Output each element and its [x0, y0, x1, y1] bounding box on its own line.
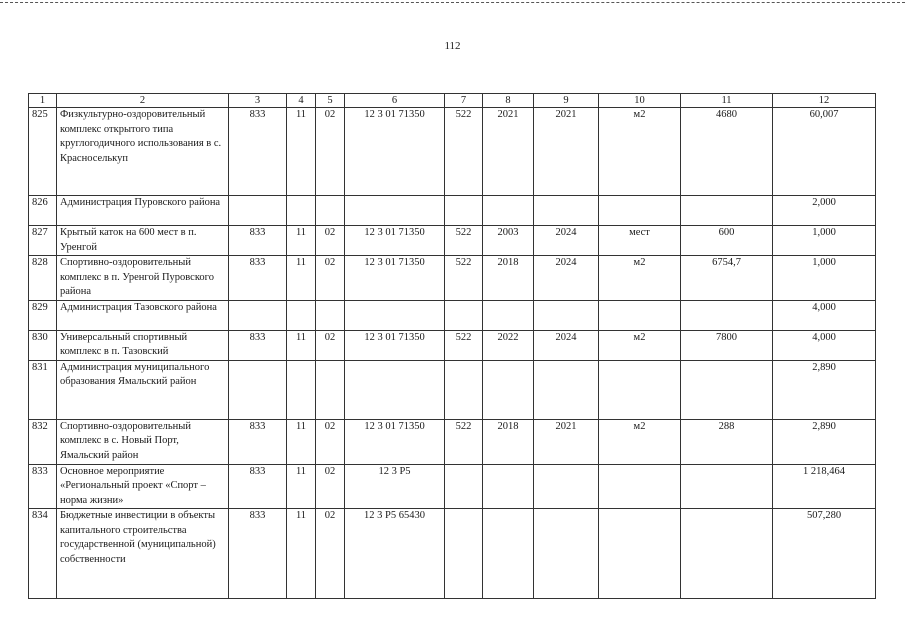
column-header-5: 5 — [316, 94, 345, 108]
cell-col-8 — [483, 509, 534, 599]
cell-col-3: 833 — [229, 419, 287, 464]
cell-col-1: 831 — [29, 360, 57, 419]
cell-col-9: 2024 — [534, 256, 599, 301]
cell-col-9: 2021 — [534, 108, 599, 196]
cell-col-3: 833 — [229, 108, 287, 196]
cell-col-4: 11 — [287, 330, 316, 360]
cell-col-12: 4,000 — [773, 330, 876, 360]
cell-col-12: 2,890 — [773, 360, 876, 419]
cell-col-2: Спортивно-оздоровительный комплекс в п. Уренгой Пуровского района — [57, 256, 229, 301]
column-header-4: 4 — [287, 94, 316, 108]
cell-col-11: 600 — [681, 226, 773, 256]
cell-col-2: Универсальный спортивный комплекс в п. Тазовский — [57, 330, 229, 360]
cell-col-6: 12 3 01 71350 — [345, 256, 445, 301]
cell-col-9: 2024 — [534, 226, 599, 256]
cell-col-12: 1,000 — [773, 256, 876, 301]
cell-col-6: 12 3 01 71350 — [345, 108, 445, 196]
cell-col-3: 833 — [229, 464, 287, 509]
cell-col-7 — [445, 300, 483, 330]
cell-col-5 — [316, 196, 345, 226]
cell-col-8: 2018 — [483, 256, 534, 301]
table-row — [29, 360, 876, 419]
table-row — [29, 330, 876, 360]
table-body — [29, 108, 876, 599]
cell-col-2: Администрация Тазовского района — [57, 300, 229, 330]
cell-col-4 — [287, 300, 316, 330]
table-row — [29, 464, 876, 509]
cell-col-10: м2 — [599, 419, 681, 464]
cell-col-9 — [534, 464, 599, 509]
cell-col-7: 522 — [445, 330, 483, 360]
header-row — [29, 94, 876, 108]
cell-col-9 — [534, 509, 599, 599]
cell-col-1: 833 — [29, 464, 57, 509]
cell-col-9: 2024 — [534, 330, 599, 360]
cell-col-4: 11 — [287, 226, 316, 256]
cell-col-5 — [316, 360, 345, 419]
cell-col-7 — [445, 509, 483, 599]
page-number: 112 — [444, 40, 461, 52]
budget-table — [28, 93, 876, 599]
cell-col-6 — [345, 196, 445, 226]
cell-col-8 — [483, 464, 534, 509]
cell-col-1: 829 — [29, 300, 57, 330]
cell-col-9 — [534, 300, 599, 330]
cell-col-6: 12 3 01 71350 — [345, 419, 445, 464]
cell-col-3 — [229, 300, 287, 330]
cell-col-4: 11 — [287, 464, 316, 509]
cell-col-7 — [445, 464, 483, 509]
cell-col-12: 1,000 — [773, 226, 876, 256]
cell-col-10: м2 — [599, 256, 681, 301]
cell-col-11 — [681, 464, 773, 509]
cell-col-5 — [316, 300, 345, 330]
cell-col-1: 832 — [29, 419, 57, 464]
cell-col-3: 833 — [229, 509, 287, 599]
cell-col-5: 02 — [316, 419, 345, 464]
column-header-6: 6 — [345, 94, 445, 108]
cell-col-9: 2021 — [534, 419, 599, 464]
cell-col-1: 827 — [29, 226, 57, 256]
cell-col-11: 7800 — [681, 330, 773, 360]
cell-col-10: м2 — [599, 330, 681, 360]
table-row — [29, 256, 876, 301]
cell-col-7: 522 — [445, 419, 483, 464]
cell-col-4: 11 — [287, 419, 316, 464]
cell-col-7: 522 — [445, 226, 483, 256]
cell-col-5: 02 — [316, 330, 345, 360]
cell-col-2: Спортивно-оздоровительный комплекс в с. Новый Порт, Ямальский район — [57, 419, 229, 464]
top-rule — [0, 2, 905, 3]
cell-col-3 — [229, 360, 287, 419]
cell-col-8 — [483, 360, 534, 419]
cell-col-10 — [599, 196, 681, 226]
table-row — [29, 196, 876, 226]
column-header-2: 2 — [57, 94, 229, 108]
cell-col-2: Физкультурно-оздоровительный комплекс открытого типа круглогодичного использования в с. Красноселькуп — [57, 108, 229, 196]
cell-col-5: 02 — [316, 256, 345, 301]
cell-col-6: 12 3 P5 65430 — [345, 509, 445, 599]
table-row — [29, 108, 876, 196]
cell-col-8 — [483, 196, 534, 226]
cell-col-6: 12 3 01 71350 — [345, 330, 445, 360]
cell-col-12: 2,000 — [773, 196, 876, 226]
table-row — [29, 419, 876, 464]
cell-col-6: 12 3 01 71350 — [345, 226, 445, 256]
cell-col-1: 830 — [29, 330, 57, 360]
cell-col-2: Основное мероприятие «Региональный проект «Спорт – норма жизни» — [57, 464, 229, 509]
cell-col-11: 4680 — [681, 108, 773, 196]
column-header-1: 1 — [29, 94, 57, 108]
cell-col-3: 833 — [229, 330, 287, 360]
cell-col-8: 2018 — [483, 419, 534, 464]
cell-col-4: 11 — [287, 108, 316, 196]
cell-col-6: 12 3 P5 — [345, 464, 445, 509]
cell-col-12: 60,007 — [773, 108, 876, 196]
cell-col-12: 2,890 — [773, 419, 876, 464]
cell-col-5: 02 — [316, 108, 345, 196]
cell-col-12: 507,280 — [773, 509, 876, 599]
cell-col-11 — [681, 360, 773, 419]
cell-col-2: Администрация муниципального образования Ямальский район — [57, 360, 229, 419]
table-row — [29, 300, 876, 330]
column-header-12: 12 — [773, 94, 876, 108]
cell-col-11 — [681, 509, 773, 599]
cell-col-10 — [599, 509, 681, 599]
cell-col-10: мест — [599, 226, 681, 256]
cell-col-5: 02 — [316, 464, 345, 509]
cell-col-4: 11 — [287, 509, 316, 599]
cell-col-3: 833 — [229, 256, 287, 301]
cell-col-8: 2022 — [483, 330, 534, 360]
cell-col-5: 02 — [316, 226, 345, 256]
cell-col-1: 825 — [29, 108, 57, 196]
cell-col-2: Администрация Пуровского района — [57, 196, 229, 226]
cell-col-11 — [681, 196, 773, 226]
table-row — [29, 226, 876, 256]
cell-col-10 — [599, 300, 681, 330]
column-header-10: 10 — [599, 94, 681, 108]
column-header-11: 11 — [681, 94, 773, 108]
column-header-9: 9 — [534, 94, 599, 108]
cell-col-8 — [483, 300, 534, 330]
cell-col-11: 6754,7 — [681, 256, 773, 301]
cell-col-12: 4,000 — [773, 300, 876, 330]
cell-col-7 — [445, 196, 483, 226]
cell-col-10 — [599, 464, 681, 509]
cell-col-10: м2 — [599, 108, 681, 196]
cell-col-6 — [345, 300, 445, 330]
cell-col-1: 834 — [29, 509, 57, 599]
column-header-8: 8 — [483, 94, 534, 108]
cell-col-6 — [345, 360, 445, 419]
cell-col-1: 828 — [29, 256, 57, 301]
cell-col-11 — [681, 300, 773, 330]
cell-col-3 — [229, 196, 287, 226]
cell-col-7: 522 — [445, 108, 483, 196]
cell-col-9 — [534, 360, 599, 419]
cell-col-7: 522 — [445, 256, 483, 301]
cell-col-1: 826 — [29, 196, 57, 226]
cell-col-8: 2003 — [483, 226, 534, 256]
cell-col-2: Бюджетные инвестиции в объекты капитального строительства государственной (муниципальной) собственности — [57, 509, 229, 599]
cell-col-9 — [534, 196, 599, 226]
cell-col-5: 02 — [316, 509, 345, 599]
cell-col-10 — [599, 360, 681, 419]
cell-col-8: 2021 — [483, 108, 534, 196]
cell-col-3: 833 — [229, 226, 287, 256]
cell-col-2: Крытый каток на 600 мест в п. Уренгой — [57, 226, 229, 256]
cell-col-7 — [445, 360, 483, 419]
cell-col-12: 1 218,464 — [773, 464, 876, 509]
column-header-3: 3 — [229, 94, 287, 108]
cell-col-4 — [287, 360, 316, 419]
cell-col-4: 11 — [287, 256, 316, 301]
table-row — [29, 509, 876, 599]
cell-col-4 — [287, 196, 316, 226]
cell-col-11: 288 — [681, 419, 773, 464]
column-header-7: 7 — [445, 94, 483, 108]
